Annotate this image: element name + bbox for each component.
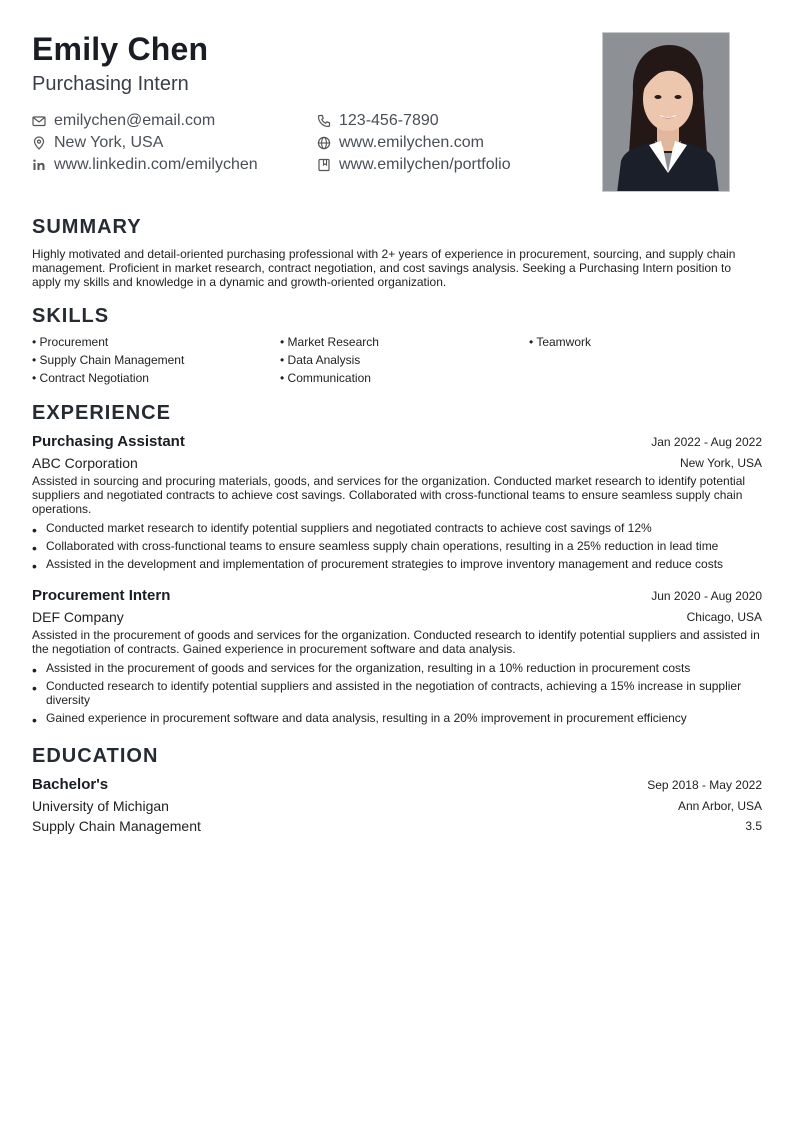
contact-list-left (32, 110, 258, 176)
skill-item: • Communication (280, 371, 371, 385)
phone-text[interactable]: 123-456-7890 (339, 112, 439, 129)
resume-header (32, 0, 762, 200)
education-heading: EDUCATION (32, 745, 159, 767)
job-bullet: • Collaborated with cross-functional teams to ensure seamless supply chain operations, resulting in a 25% reduction in lead time (32, 539, 762, 553)
contact-list-right (317, 110, 511, 176)
contact-email[interactable] (32, 110, 258, 132)
contact-phone[interactable] (317, 110, 511, 132)
contact-location (32, 132, 258, 154)
job-role: Purchasing Assistant (32, 433, 185, 450)
job-company: ABC Corporation (32, 455, 138, 471)
job-bullet: • Assisted in the development and implementation of procurement strategies to improve inventory management and reduce costs (32, 557, 762, 571)
profile-photo (602, 32, 730, 192)
email-text[interactable]: emilychen@email.com (54, 112, 216, 129)
job-location: Chicago, USA (686, 610, 762, 624)
job-description: Assisted in sourcing and procuring materials, goods, and services for the organization. Conducted market research to identify potential suppliers and negotiated contracts to achieve cost savings. Collaborated with cross-functional teams to ensure seamless supply chain operations. (32, 474, 746, 516)
experience-heading: EXPERIENCE (32, 402, 171, 424)
portfolio-icon (317, 158, 331, 172)
job-bullet: • Conducted market research to identify potential suppliers and negotiated contracts to achieve cost savings of 12% (32, 521, 762, 535)
phone-icon (317, 114, 331, 128)
contact-linkedin[interactable] (32, 154, 258, 176)
education-degree: Bachelor's (32, 776, 109, 793)
job-location: New York, USA (679, 456, 762, 470)
linkedin-icon (32, 158, 46, 172)
summary-heading: SUMMARY (32, 216, 142, 238)
contact-portfolio[interactable] (317, 154, 511, 176)
location-text: New York, USA (54, 134, 164, 151)
resume-page (32, 0, 762, 834)
education-dates: Sep 2018 - May 2022 (647, 778, 762, 792)
job-bullet: • Conducted research to identify potential suppliers and assisted in the negotiation of contracts, achieving a 15% increase in supplier diversity (32, 679, 762, 707)
job-bullets (32, 521, 762, 575)
skill-item: • Contract Negotiation (32, 371, 149, 385)
education-school: University of Michigan (32, 798, 169, 814)
skill-item: • Market Research (280, 335, 379, 349)
mail-icon (32, 114, 46, 128)
location-pin-icon (32, 136, 46, 150)
job-company: DEF Company (32, 609, 124, 625)
job-dates: Jun 2020 - Aug 2020 (651, 589, 762, 603)
skill-item: • Teamwork (529, 335, 592, 349)
skill-item: • Data Analysis (280, 353, 361, 367)
candidate-name: Emily Chen (32, 31, 209, 67)
candidate-title: Purchasing Intern (32, 73, 189, 95)
summary-text: Highly motivated and detail-oriented purchasing professional with 2+ years of experience in procurement, sourcing, and supply chain management. Proficient in market research, contract negotiation, and cost savings analysis. Seeking a Purchasing Intern position to apply my skills and knowledge in a dynamic and growth-oriented organization. (32, 247, 736, 289)
job-role: Procurement Intern (32, 587, 171, 604)
portfolio-text[interactable]: www.emilychen/portfolio (339, 156, 511, 173)
contact-website[interactable] (317, 132, 511, 154)
globe-icon (317, 136, 331, 150)
job-bullets (32, 661, 762, 729)
skill-item: • Supply Chain Management (32, 353, 185, 367)
education-location: Ann Arbor, USA (677, 799, 762, 813)
education-gpa: 3.5 (745, 819, 762, 833)
education-field: Supply Chain Management (32, 818, 201, 834)
skill-item: • Procurement (32, 335, 109, 349)
job-bullet: • Gained experience in procurement software and data analysis, resulting in a 20% improvement in procurement efficiency (32, 711, 762, 725)
job-bullet: • Assisted in the procurement of goods and services for the organization, resulting in a 10% reduction in procurement costs (32, 661, 762, 675)
skills-heading: SKILLS (32, 305, 110, 327)
linkedin-text[interactable]: www.linkedin.com/emilychen (54, 156, 258, 173)
job-dates: Jan 2022 - Aug 2022 (651, 435, 762, 449)
website-text[interactable]: www.emilychen.com (339, 134, 484, 151)
job-description: Assisted in the procurement of goods and services for the organization. Conducted research to identify potential suppliers and assisted in the negotiation of contracts. Gained experience in procurement software and data analysis. (32, 628, 760, 656)
